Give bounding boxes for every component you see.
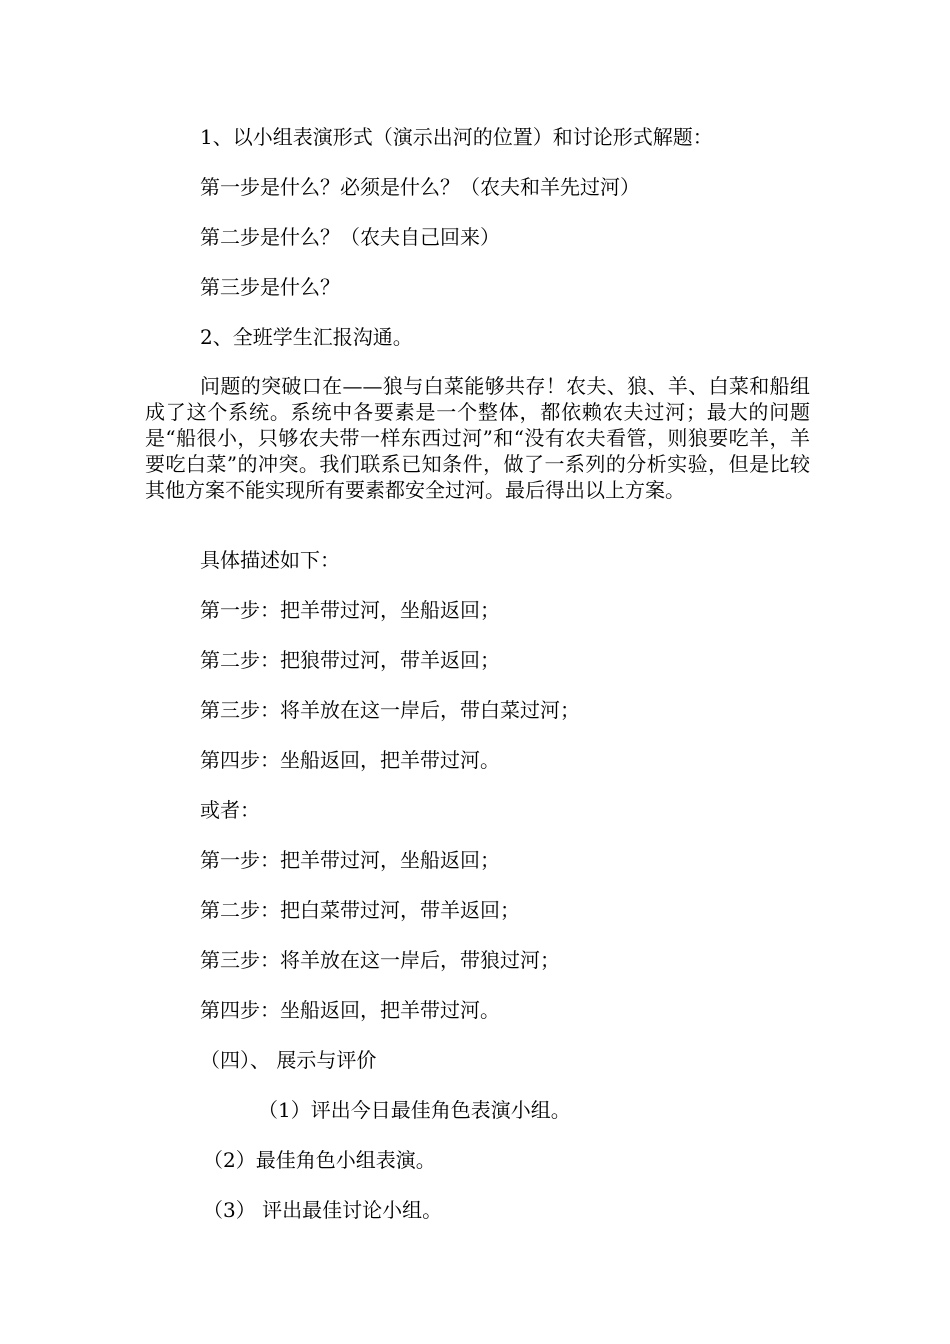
text-line: 2、全班学生汇报沟通。 (200, 325, 413, 349)
step-line: 第四步：坐船返回，把羊带过河。 (200, 748, 500, 772)
step-line: 第二步：把狼带过河，带羊返回； (200, 648, 500, 672)
text-line: 或者： (200, 798, 260, 822)
evaluation-item: （3） 评出最佳讨论小组。 (203, 1198, 443, 1222)
step-line: 第三步：将羊放在这一岸后，带白菜过河； (200, 698, 580, 722)
step-line: 第一步：把羊带过河，坐船返回； (200, 848, 500, 872)
step-line: 第四步：坐船返回，把羊带过河。 (200, 998, 500, 1022)
text-line: 1、以小组表演形式（演示出河的位置）和讨论形式解题： (200, 125, 713, 149)
step-line: 第一步：把羊带过河，坐船返回； (200, 598, 500, 622)
step-line: 第二步：把白菜带过河，带羊返回； (200, 898, 520, 922)
text-line: 第一步是什么？必须是什么？（农夫和羊先过河） (200, 175, 640, 199)
section-heading: （四）、 展示与评价 (200, 1048, 377, 1072)
text-line: 第三步是什么？ (200, 275, 340, 299)
body-paragraph: 问题的突破口在——狼与白菜能够共存！农夫、狼、羊、白菜和船组成了这个系统。系统中各要素是一个整体，都依赖农夫过河；最大的问题是“船很小，只够农夫带一样东西过河”和“没有农夫看管，则狼要吃羊，羊要吃白菜”的冲突。我们联系已知条件，做了一系列的分析实验，但是比较其他方案不能实现所有要素都安全过河。最后得出以上方案。 (145, 374, 810, 502)
evaluation-item: （2）最佳角色小组表演。 (203, 1148, 436, 1172)
evaluation-item: （1）评出今日最佳角色表演小组。 (258, 1098, 571, 1122)
text-line: 具体描述如下： (200, 548, 340, 572)
step-line: 第三步：将羊放在这一岸后，带狼过河； (200, 948, 560, 972)
text-line: 第二步是什么？（农夫自己回来） (200, 225, 500, 249)
